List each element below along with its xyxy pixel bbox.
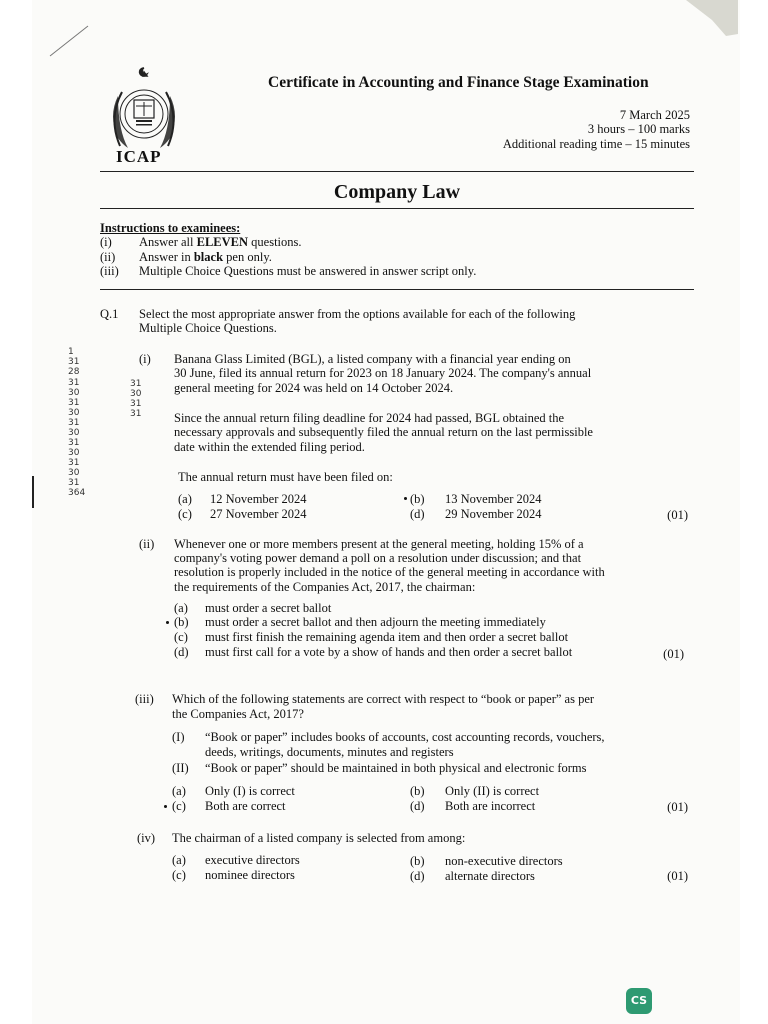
- answer-mark: [404, 497, 407, 500]
- instructions-heading: Instructions to examinees:: [100, 221, 241, 235]
- handwritten-number: 31: [68, 478, 80, 488]
- handwritten-number: 31: [130, 409, 142, 419]
- option-text: must first call for a vote by a show of hands and then order a secret ballot: [205, 645, 573, 659]
- question-intro: Multiple Choice Questions.: [139, 321, 277, 335]
- handwritten-number: 1: [68, 347, 74, 357]
- marks: (01): [667, 869, 688, 883]
- question-number: Q.1: [100, 307, 119, 321]
- instruction-item: Answer in black pen only.: [139, 250, 272, 264]
- option-text: 27 November 2024: [210, 507, 307, 521]
- instruction-item: Answer all ELEVEN questions.: [139, 235, 302, 249]
- option-label: (d): [410, 799, 425, 813]
- question-text: the requirements of the Companies Act, 2017, the chairman:: [174, 580, 476, 594]
- option-label: (a): [174, 601, 188, 615]
- option-label: (b): [410, 854, 425, 868]
- handwritten-number: 28: [68, 367, 80, 377]
- marks: (01): [667, 800, 688, 814]
- option-label: (a): [178, 492, 192, 506]
- option-text: 12 November 2024: [210, 492, 307, 506]
- sub-question-number: (ii): [139, 537, 155, 551]
- option-text: nominee directors: [205, 868, 295, 882]
- statement-label: (I): [172, 730, 185, 744]
- option-text: executive directors: [205, 853, 300, 867]
- handwritten-number: 31: [68, 438, 80, 448]
- logo-text: ICAP: [116, 147, 162, 166]
- option-text: Only (I) is correct: [205, 784, 295, 798]
- option-text: non-executive directors: [445, 854, 563, 868]
- option-label: (b): [410, 492, 425, 506]
- option-label: (a): [172, 784, 186, 798]
- exam-date: 7 March 2025: [619, 108, 690, 122]
- page-fold-shadow: [682, 0, 740, 40]
- option-text: 13 November 2024: [445, 492, 542, 506]
- option-label: (d): [410, 869, 425, 883]
- option-text: must order a secret ballot: [205, 601, 332, 615]
- answer-mark: [166, 621, 169, 624]
- exam-title: Certificate in Accounting and Finance Stage Examination: [268, 74, 649, 91]
- question-text: Which of the following statements are correct with respect to “book or paper” as per: [172, 692, 595, 706]
- option-label: (b): [174, 615, 189, 629]
- option-label: (c): [178, 507, 192, 521]
- option-label: (d): [174, 645, 189, 659]
- question-text: the Companies Act, 2017?: [172, 707, 304, 721]
- statement-text: “Book or paper” should be maintained in both physical and electronic forms: [205, 761, 587, 775]
- handwritten-number: 31: [130, 399, 142, 409]
- option-label: (a): [172, 853, 186, 867]
- divider: [100, 171, 694, 172]
- option-label: (c): [172, 799, 186, 813]
- sub-question-number: (iii): [135, 692, 154, 706]
- statement-text: deeds, writings, documents, minutes and registers: [205, 745, 454, 759]
- question-stem: The chairman of a listed company is selected from among:: [172, 831, 466, 845]
- option-text: 29 November 2024: [445, 507, 542, 521]
- question-text: Since the annual return filing deadline for 2024 had passed, BGL obtained the: [174, 411, 565, 425]
- handwritten-number: 30: [68, 408, 80, 418]
- instruction-num: (i): [100, 235, 112, 249]
- marks: (01): [663, 647, 684, 661]
- handwritten-number: 30: [68, 428, 80, 438]
- statement-text: “Book or paper” includes books of accounts, cost accounting records, vouchers,: [205, 730, 605, 744]
- question-stem: The annual return must have been filed on:: [178, 470, 393, 484]
- option-text: must order a secret ballot and then adjourn the meeting immediately: [205, 615, 546, 629]
- option-label: (b): [410, 784, 425, 798]
- pencil-stroke: [48, 24, 92, 58]
- question-text: Whenever one or more members present at the general meeting, holding 15% of a: [174, 537, 584, 551]
- option-label: (c): [172, 868, 186, 882]
- option-text: Both are correct: [205, 799, 286, 813]
- marks: (01): [667, 508, 688, 522]
- exam-duration: 3 hours – 100 marks: [587, 122, 690, 136]
- exam-page: [32, 0, 740, 1024]
- divider: [100, 289, 694, 290]
- option-text: Both are incorrect: [445, 799, 536, 813]
- answer-mark: [164, 805, 167, 808]
- handwritten-number: 30: [130, 389, 142, 399]
- instruction-item: Multiple Choice Questions must be answered in answer script only.: [139, 264, 477, 278]
- scanner-badge: CS: [626, 988, 652, 1014]
- question-intro: Select the most appropriate answer from the options available for each of the following: [139, 307, 576, 321]
- handwritten-number: 31: [68, 398, 80, 408]
- handwritten-number: 31: [68, 378, 80, 388]
- option-label: (c): [174, 630, 188, 644]
- divider: [100, 208, 694, 209]
- instruction-num: (ii): [100, 250, 116, 264]
- question-text: company's voting power demand a poll on a resolution under discussion; and that: [174, 551, 582, 565]
- margin-mark: [32, 476, 34, 508]
- option-text: alternate directors: [445, 869, 535, 883]
- handwritten-number: 31: [68, 458, 80, 468]
- option-label: (d): [410, 507, 425, 521]
- question-text: necessary approvals and subsequently filed the annual return on the last permissible: [174, 425, 593, 439]
- question-text: general meeting for 2024 was held on 14 October 2024.: [174, 381, 454, 395]
- handwritten-number: 31: [130, 379, 142, 389]
- handwritten-number: 31: [68, 357, 80, 367]
- question-text: 30 June, filed its annual return for 2023 on 18 January 2024. The company's annual: [174, 366, 592, 380]
- question-text: date within the extended filing period.: [174, 440, 365, 454]
- subject-title: Company Law: [333, 181, 461, 203]
- handwritten-number: 30: [68, 448, 80, 458]
- question-text: Banana Glass Limited (BGL), a listed company with a financial year ending on: [174, 352, 571, 366]
- question-text: resolution is properly included in the notice of the general meeting in accordance with: [174, 565, 605, 579]
- option-text: must first finish the remaining agenda item and then order a secret ballot: [205, 630, 569, 644]
- sub-question-number: (iv): [137, 831, 156, 845]
- reading-time: Additional reading time – 15 minutes: [502, 137, 690, 151]
- handwritten-number: 30: [68, 388, 80, 398]
- handwritten-number: 364: [68, 488, 86, 498]
- handwritten-number: 31: [68, 418, 80, 428]
- handwritten-number: 30: [68, 468, 80, 478]
- option-text: Only (II) is correct: [445, 784, 540, 798]
- instruction-num: (iii): [100, 264, 119, 278]
- statement-label: (II): [172, 761, 189, 775]
- sub-question-number: (i): [139, 352, 151, 366]
